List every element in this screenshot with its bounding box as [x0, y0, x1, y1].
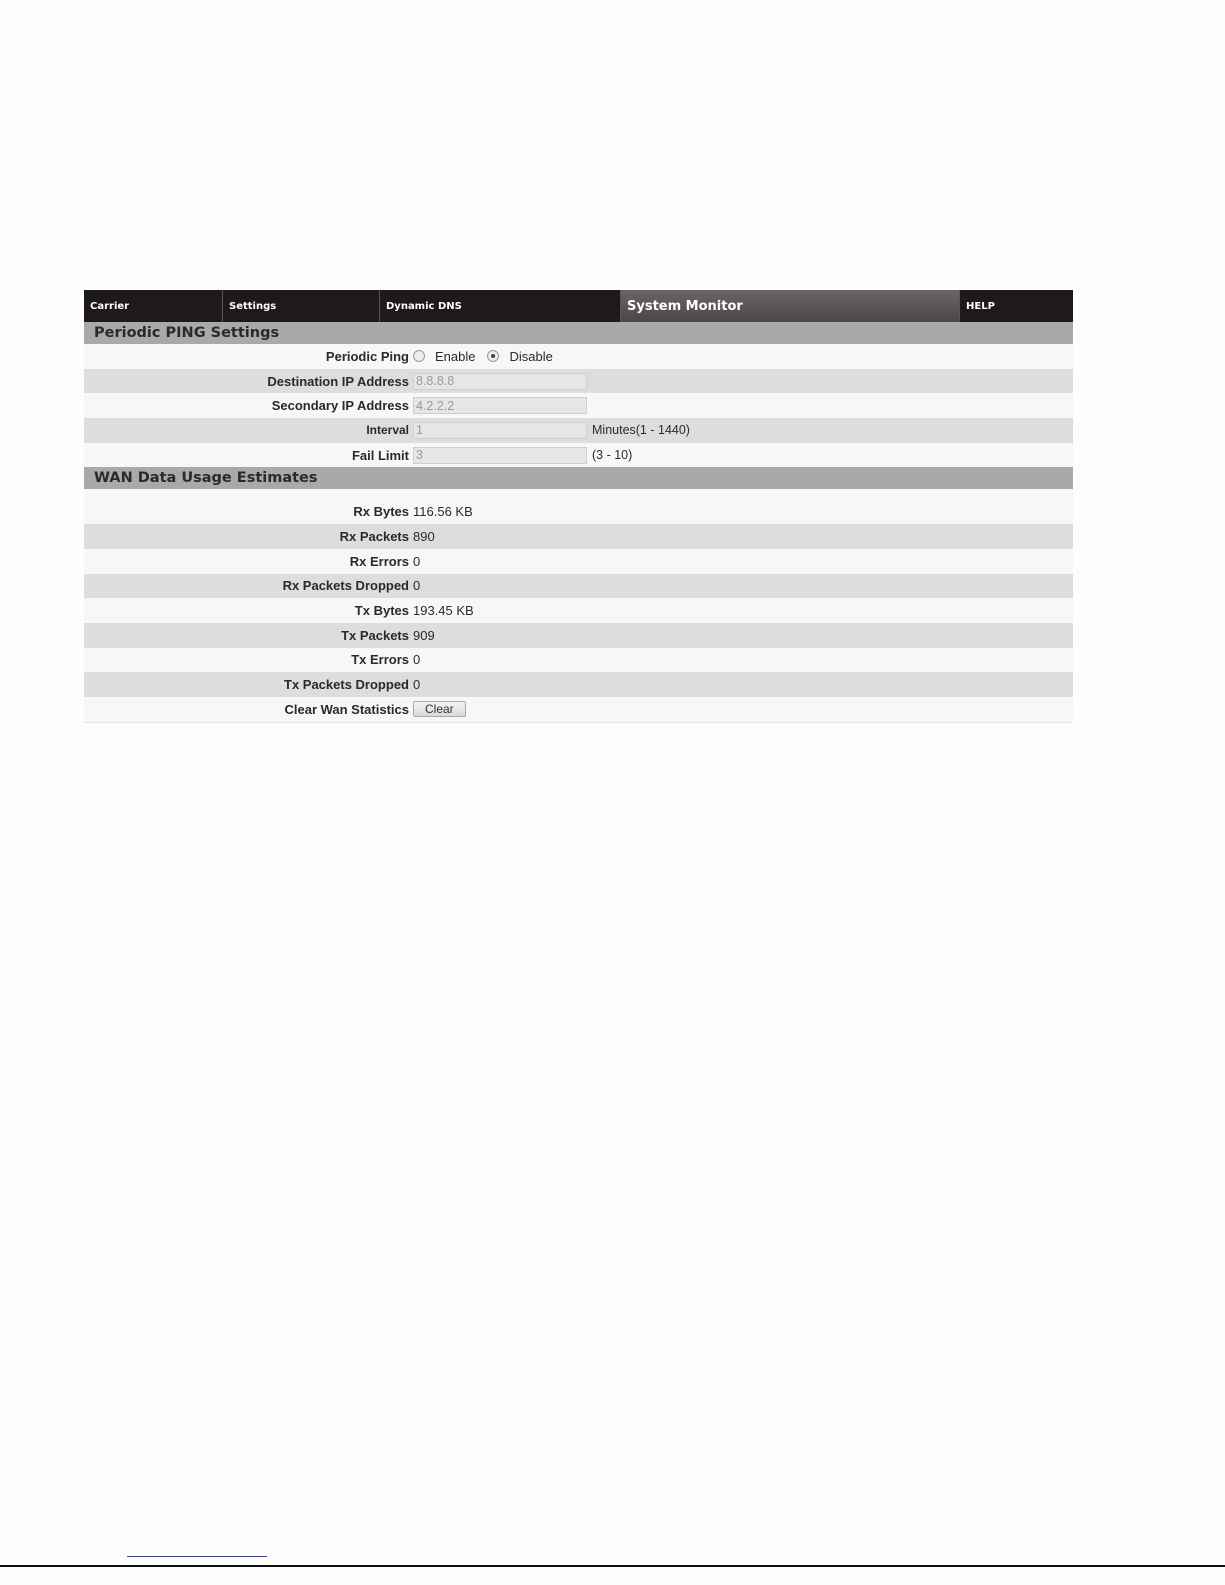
tab-settings[interactable]: Settings: [223, 290, 380, 322]
stat-label: Rx Packets Dropped: [282, 578, 409, 594]
stat-row: [84, 623, 1073, 648]
stat-value: 193.45 KB: [413, 603, 474, 619]
nav-bar: [84, 290, 1073, 322]
footnote-link-rule: [127, 1556, 267, 1557]
periodic-ping-label: Periodic Ping: [325, 348, 409, 364]
stat-label: Tx Bytes: [354, 603, 409, 619]
enable-radio[interactable]: [413, 350, 425, 362]
stat-label: Tx Errors: [351, 652, 409, 668]
stat-row: [84, 549, 1073, 574]
enable-radio-label[interactable]: Enable: [435, 348, 476, 364]
stat-row: [84, 524, 1073, 549]
stat-row: [84, 648, 1073, 673]
clear-stats-label: Clear Wan Statistics: [284, 701, 409, 717]
interval-range-hint: Minutes(1 - 1440): [592, 423, 690, 438]
stat-value: 890: [413, 528, 435, 544]
disable-radio[interactable]: [487, 350, 499, 362]
fail-limit-range-hint: (3 - 10): [592, 448, 633, 463]
clear-stats-row: [84, 697, 1073, 723]
stat-value: 0: [413, 652, 421, 668]
disable-radio-label[interactable]: Disable: [509, 348, 553, 364]
stat-label: Tx Packets: [341, 627, 409, 643]
stat-label: Rx Errors: [349, 553, 409, 569]
system-monitor-panel: [84, 290, 1073, 723]
tab-help[interactable]: HELP: [966, 300, 995, 312]
tab-carrier[interactable]: Carrier: [84, 290, 223, 322]
interval-input[interactable]: [413, 422, 587, 439]
periodic-ping-row: [84, 344, 1073, 369]
wan-section-header: WAN Data Usage Estimates: [84, 467, 1073, 489]
stat-value: 0: [413, 553, 421, 569]
stat-label: Rx Bytes: [353, 504, 409, 520]
fail-limit-label: Fail Limit: [351, 447, 409, 463]
ping-section-header: Periodic PING Settings: [84, 322, 1073, 344]
stat-value: 909: [413, 627, 435, 643]
interval-label: Interval: [366, 423, 409, 438]
stat-value: 0: [413, 677, 421, 693]
clear-button[interactable]: Clear: [413, 701, 466, 717]
secondary-ip-input[interactable]: [413, 397, 587, 414]
stat-value: 116.56 KB: [413, 504, 473, 520]
destination-ip-label: Destination IP Address: [267, 373, 409, 389]
stat-row: [84, 598, 1073, 623]
destination-ip-row: [84, 369, 1073, 394]
periodic-ping-options: [413, 349, 565, 364]
tab-dynamic-dns[interactable]: Dynamic DNS: [380, 290, 621, 322]
fail-limit-row: [84, 443, 1073, 468]
destination-ip-input[interactable]: [413, 373, 587, 390]
secondary-ip-label: Secondary IP Address: [271, 398, 409, 414]
footer-rule: [0, 1565, 1225, 1567]
fail-limit-input[interactable]: [413, 447, 587, 464]
stat-row: [84, 574, 1073, 599]
tab-system-monitor[interactable]: System Monitor: [621, 290, 960, 322]
stat-value: 0: [413, 578, 421, 594]
stat-label: Tx Packets Dropped: [284, 677, 409, 693]
interval-row: [84, 418, 1073, 443]
secondary-ip-row: [84, 393, 1073, 418]
section-spacer: [84, 489, 1073, 499]
stat-row: [84, 672, 1073, 697]
stat-label: Rx Packets: [339, 528, 409, 544]
stat-row: [84, 499, 1073, 524]
